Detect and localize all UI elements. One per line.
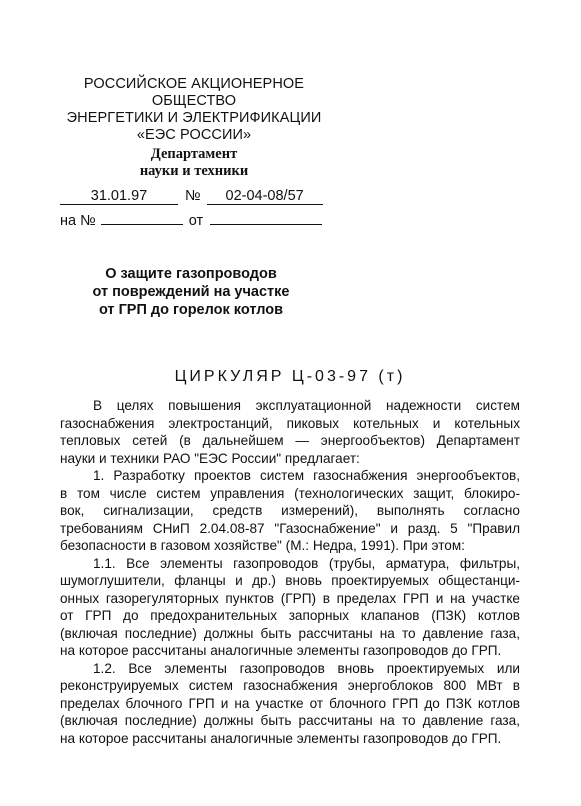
department-line: науки и техники	[139, 163, 249, 179]
body-text-line: в том числе систем управления (технологических защит, блокиро-	[60, 485, 520, 501]
registration-line	[60, 188, 323, 205]
organization-line: ОБЩЕСТВО	[151, 93, 237, 109]
circular-title: ЦИРКУЛЯР Ц-03-97 (т)	[174, 368, 406, 385]
reply-from-label: от	[188, 213, 204, 229]
organization-line: ЭНЕРГЕТИКИ И ЭЛЕКТРИФИКАЦИИ	[66, 110, 322, 126]
body-text-line: вок, сигнализации, средств измерений), выполнять согласно	[60, 503, 520, 518]
body-text-line: 1.1. Все элементы газопроводов (трубы, арматура, фильтры,	[93, 555, 520, 571]
body-text-line: В целях повышения эксплуатационной надежности систем	[93, 398, 520, 413]
reply-to-label: на №	[60, 213, 96, 229]
reply-to-number	[101, 209, 183, 225]
reply-from-date	[210, 209, 322, 225]
body-text-line: безопасности в газовом хозяйстве" (М.: Недра, 1991). При этом:	[60, 538, 465, 553]
body-text-line: реконструируемых систем газоснабжения энергоблоков 800 МВт в	[60, 678, 520, 693]
registration-number: 02-04-08/57	[207, 189, 323, 205]
document-body	[60, 397, 520, 747]
body-text-line: науки и техники РАО "ЕЭС России" предлагает:	[60, 450, 360, 466]
document-subject	[72, 265, 310, 319]
subject-line: от ГРП до горелок котлов	[98, 302, 284, 318]
body-text-line: шумоглушители, фланцы и др.) вновь проектируемых общестанци-	[60, 573, 520, 588]
organization-line: «ЕЭС РОССИИ»	[136, 127, 252, 143]
body-text-line: тепловых сетей (в дальнейшем — энергообъектов) Департамент	[60, 433, 520, 448]
subject-line: от повреждений на участке	[92, 284, 290, 300]
subject-line: О защите газопроводов	[105, 266, 277, 282]
body-text-line: онных газорегуляторных пунктов (ГРП) в пределах ГРП и на участке	[60, 590, 520, 606]
organization-line: РОССИЙСКОЕ АКЦИОНЕРНОЕ	[83, 76, 305, 92]
body-text-line: требованиям СНиП 2.04.08-87 "Газоснабжение" и разд. 5 "Правил	[60, 520, 520, 536]
body-text-line: газоснабжения электростанций, пиковых котельных и котельных	[60, 415, 520, 431]
body-text-line: от ГРП до предохранительных запорных клапанов (ПЗК) котлов	[60, 608, 520, 623]
body-text-line: пределах блочного ГРП и на участке от блочного ГРП до ПЗК котлов	[60, 695, 520, 711]
registration-number-label: №	[185, 188, 201, 204]
body-text-line: (включая последние) должны быть рассчитаны на то давление газа,	[60, 713, 520, 728]
body-text-line: (включая последние) должны быть рассчитаны на то давление газа,	[60, 625, 520, 641]
department-line: Департамент	[150, 146, 238, 162]
body-text-line: на которое рассчитаны аналогичные элементы газопроводов до ГРП.	[60, 730, 502, 746]
body-text-line: 1.2. Все элементы газопроводов вновь проектируемых или	[93, 660, 520, 676]
organization-header	[60, 76, 328, 144]
body-text-line: на которое рассчитаны аналогичные элементы газопроводов до ГРП.	[60, 643, 502, 658]
body-text-line: 1. Разработку проектов систем газоснабжения энергообъектов,	[93, 468, 520, 483]
reply-line	[60, 209, 322, 230]
registration-date: 31.01.97	[60, 189, 178, 205]
department-header	[60, 146, 328, 180]
